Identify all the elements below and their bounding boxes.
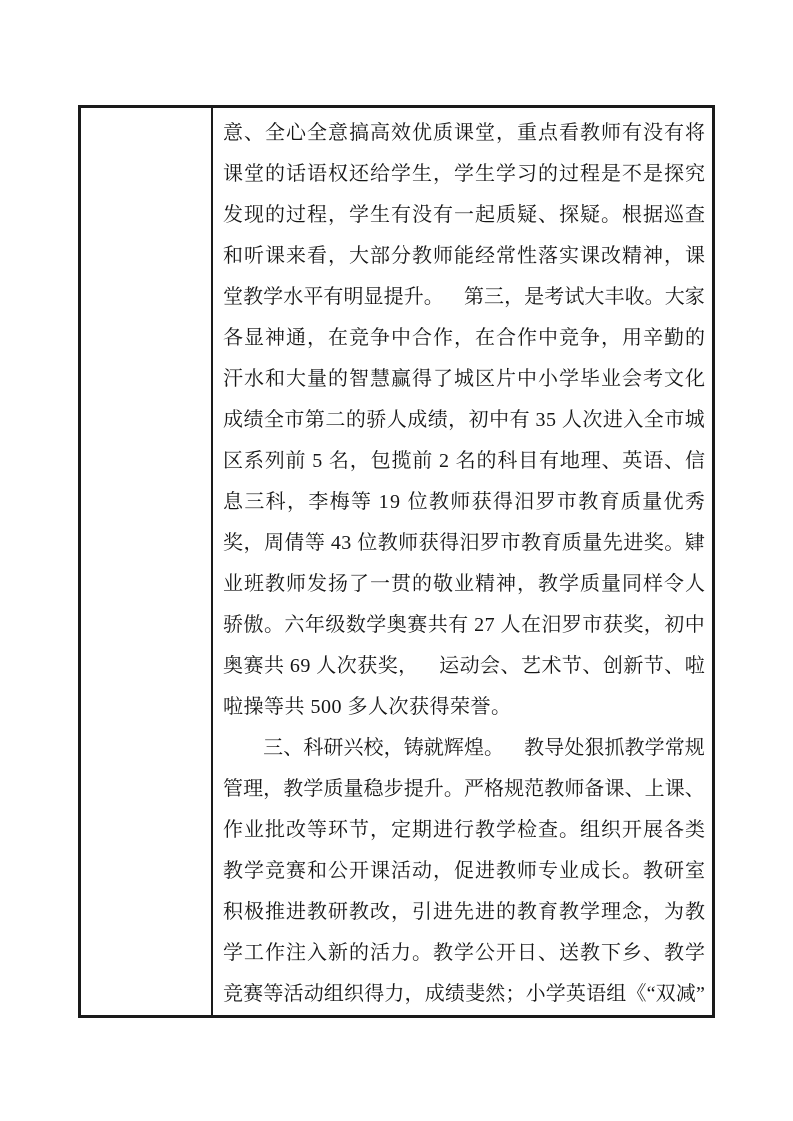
- text-line: 作 业 批 改 等 环 节 ， 定 期 进 行 教 学 检 查 。 组 织 开 展 各 类: [223, 819, 705, 841]
- text-line: 业 班 教 师 发 扬 了 一 贯 的 敬 业 精 神 ， 教 学 质 量 同 样 令 人: [223, 573, 705, 595]
- text-line: 区 系 列 前 5 名 ， 包 揽 前 2 名 的 科 目 有 地 理 、 英 语 、 信: [223, 450, 705, 472]
- text-line: 奥 赛 共 6 9 人 次 获 奖 ， 运 动 会 、 艺 术 节 、 创 新 节 、 啦: [223, 655, 705, 677]
- text-line: 意 、 全 心 全 意 搞 高 效 优 质 课 堂 ， 重 点 看 教 师 有 没 有 将: [223, 122, 705, 144]
- table-cell-content: [213, 108, 712, 1015]
- text-line: 积 极 推 进 教 研 教 改 ， 引 进 先 进 的 教 育 教 学 理 念 ， 为 教: [223, 901, 705, 923]
- text-line: 课 堂 的 话 语 权 还 给 学 生 ， 学 生 学 习 的 过 程 是 不 是 探 究: [223, 163, 705, 185]
- text-line: 和 听 课 来 看 ， 大 部 分 教 师 能 经 常 性 落 实 课 改 精 神 ， 课: [223, 245, 705, 267]
- text-line: 骄 傲 。 六 年 级 数 学 奥 赛 共 有 2 7 人 在 汨 罗 市 获 奖 ， 初 中: [223, 614, 705, 636]
- text-line: 堂 教 学 水 平 有 明 显 提 升 。 第 三 ， 是 考 试 大 丰 收 。 大 家: [223, 286, 705, 308]
- text-line: 息 三 科 ， 李 梅 等 1 9 位 教 师 获 得 汨 罗 市 教 育 质 量 优 秀: [223, 491, 705, 513]
- text-line: 管 理 ， 教 学 质 量 稳 步 提 升 。 严 格 规 范 教 师 备 课 、 上 课 、: [223, 778, 705, 800]
- text-line: 奖 ， 周 倩 等 4 3 位 教 师 获 得 汨 罗 市 教 育 质 量 先 进 奖 。 肄: [223, 532, 705, 554]
- text-line: 各 显 神 通 ， 在 竞 争 中 合 作 ， 在 合 作 中 竞 争 ， 用 辛 勤 的: [223, 327, 705, 349]
- text-line: 啦操等共 500 多人次获得荣誉。: [223, 696, 512, 718]
- table-cell-label-empty: [81, 108, 213, 1015]
- report-table: [78, 105, 715, 1018]
- text-lines: [223, 113, 705, 1015]
- text-line: 成 绩 全 市 第 二 的 骄 人 成 绩 ， 初 中 有 3 5 人 次 进 入 全 市 城: [223, 409, 705, 431]
- text-line: 竞 赛 等 活 动 组 织 得 力 ， 成 绩 斐 然 ； 小 学 英 语 组 《 “ 双 减 ”: [223, 983, 705, 1005]
- text-line: 汗 水 和 大 量 的 智 慧 赢 得 了 城 区 片 中 小 学 毕 业 会 考 文 化: [223, 368, 705, 390]
- text-line: 教 学 竞 赛 和 公 开 课 活 动 ， 促 进 教 师 专 业 成 长 。 教 研 室: [223, 860, 705, 882]
- text-line: 学 工 作 注 入 新 的 活 力 。 教 学 公 开 日 、 送 教 下 乡 、 教 学: [223, 942, 705, 964]
- text-line: 发 现 的 过 程 ， 学 生 有 没 有 一 起 质 疑 、 探 疑 。 根 据 巡 查: [223, 204, 705, 226]
- text-line: 三 、 科 研 兴 校 ， 铸 就 辉 煌 。 教 导 处 狠 抓 教 学 常 规: [263, 737, 705, 759]
